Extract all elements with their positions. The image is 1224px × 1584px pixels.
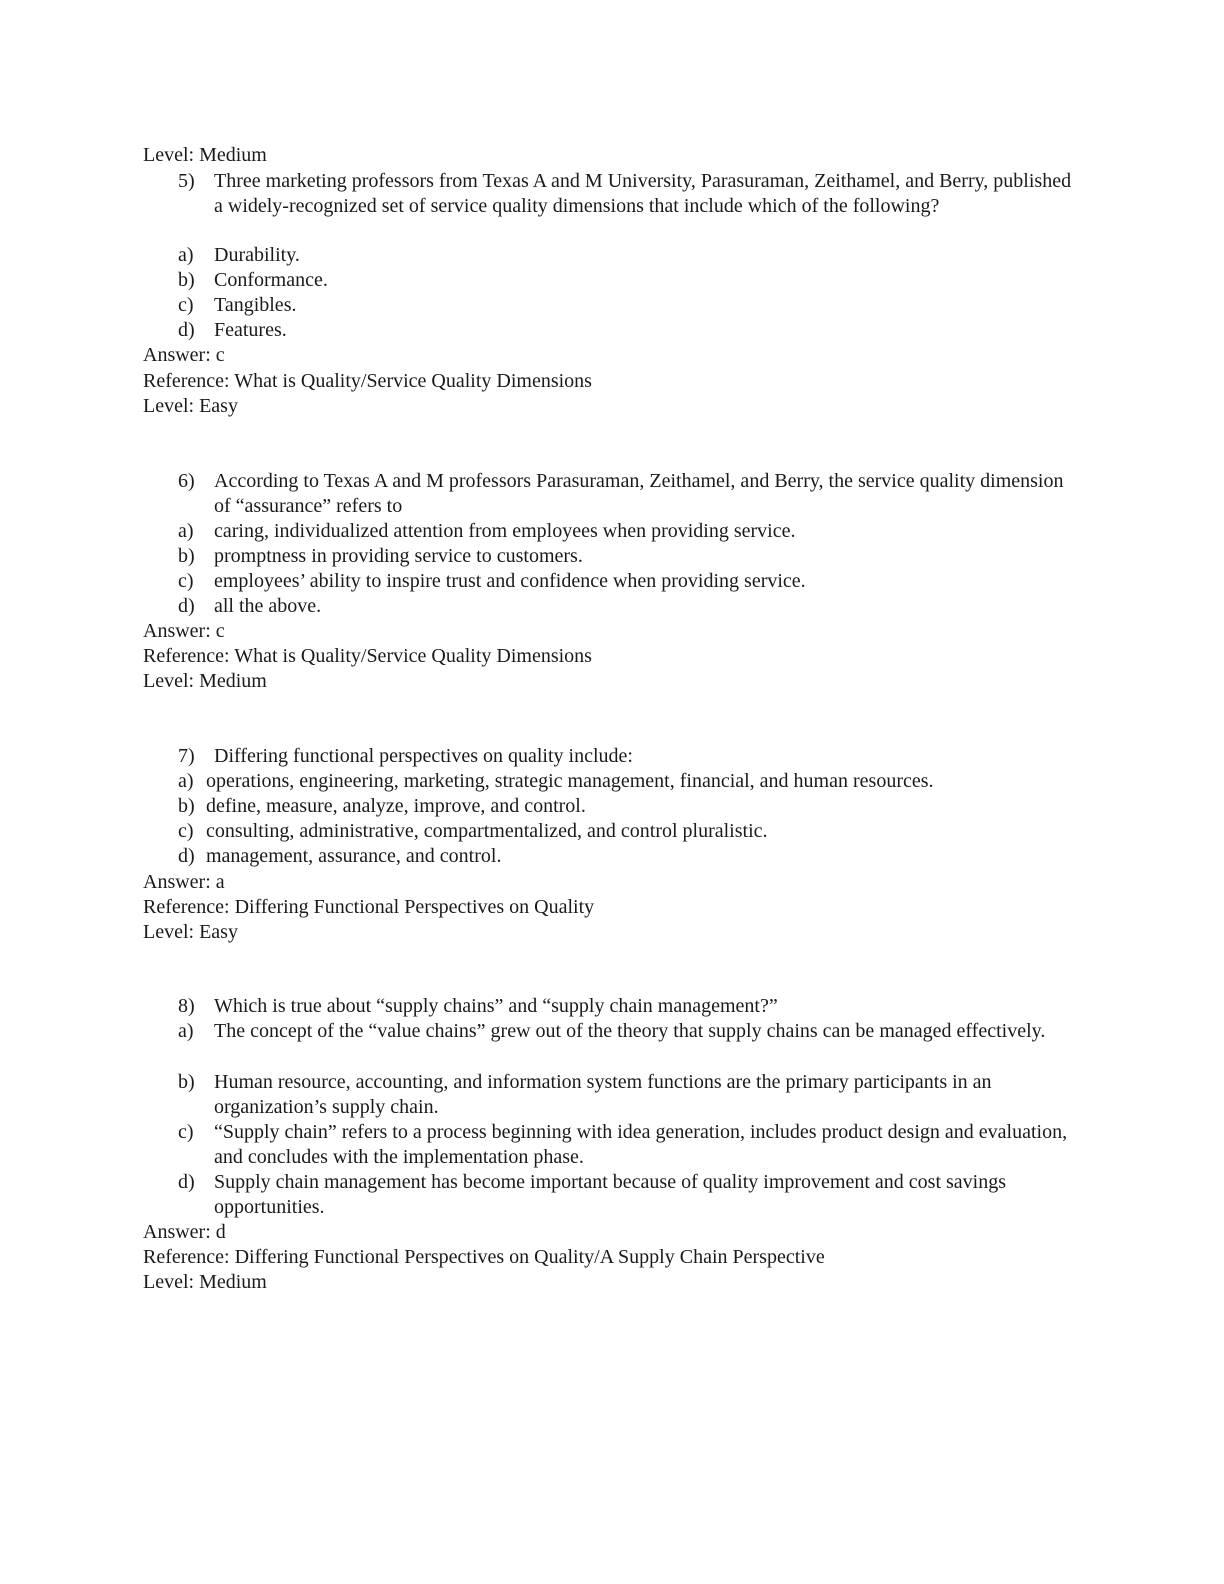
answer-line: Answer: c [143,344,225,366]
question-number: 7) [178,745,195,767]
option-text: define, measure, analyze, improve, and control. [206,795,586,817]
option-letter: b) [178,795,195,817]
answer-line: Answer: d [143,1221,226,1243]
option-letter: b) [178,545,195,567]
option-letter: b) [178,269,195,291]
option-text: consulting, administrative, compartmentalized, and control pluralistic. [206,820,768,842]
question-number: 6) [178,470,195,492]
option-letter: a) [178,244,194,266]
option-text: promptness in providing service to customers. [214,545,583,567]
option-letter: a) [178,1020,194,1042]
question-text: Which is true about “supply chains” and “supply chain management?” [214,995,778,1017]
option-text: all the above. [214,595,322,617]
option-text: Supply chain management has become important because of quality improvement and cost savings opportunities. [214,1171,1007,1218]
option-letter: b) [178,1071,195,1093]
option-text: management, assurance, and control. [206,845,502,867]
option-text: Features. [214,319,287,341]
option-letter: a) [178,770,194,792]
option-text: “Supply chain” refers to a process beginning with idea generation, includes product design and evaluation, and concludes with the implementation phase. [214,1121,1068,1168]
option-text: Human resource, accounting, and information system functions are the primary participants in an organization’s supply chain. [214,1071,992,1118]
option-letter: c) [178,570,194,592]
question-number: 8) [178,995,195,1017]
reference-line: Reference: Differing Functional Perspectives on Quality [143,896,595,918]
level-line: Level: Easy [143,395,238,417]
option-letter: c) [178,1121,194,1143]
reference-line: Reference: Differing Functional Perspectives on Quality/A Supply Chain Perspective [143,1246,825,1268]
option-text: Durability. [214,244,300,266]
question-text: Three marketing professors from Texas A and M University, Parasuraman, Zeithamel, and Berry, published a widely-recognized set of service quality dimensions that include which of the following? [214,170,1072,217]
previous-question-level: Level: Medium [143,144,267,166]
level-line: Level: Easy [143,921,238,943]
question-text: According to Texas A and M professors Parasuraman, Zeithamel, and Berry, the service quality dimension of “assurance” refers to [214,470,1064,517]
option-letter: c) [178,294,194,316]
reference-line: Reference: What is Quality/Service Quality Dimensions [143,645,592,667]
question-number: 5) [178,170,195,192]
option-text: caring, individualized attention from employees when providing service. [214,520,796,542]
answer-line: Answer: c [143,620,225,642]
option-letter: d) [178,845,195,867]
option-text: employees’ ability to inspire trust and confidence when providing service. [214,570,806,592]
option-letter: d) [178,1171,195,1193]
option-letter: d) [178,319,195,341]
option-letter: d) [178,595,195,617]
question-text: Differing functional perspectives on quality include: [214,745,633,767]
level-line: Level: Medium [143,670,267,692]
option-text: Conformance. [214,269,328,291]
option-text: The concept of the “value chains” grew out of the theory that supply chains can be managed effectively. [214,1020,1046,1042]
level-line: Level: Medium [143,1271,267,1293]
answer-line: Answer: a [143,871,225,893]
option-letter: c) [178,820,194,842]
option-text: operations, engineering, marketing, strategic management, financial, and human resources. [206,770,934,792]
reference-line: Reference: What is Quality/Service Quality Dimensions [143,370,592,392]
option-text: Tangibles. [214,294,297,316]
option-letter: a) [178,520,194,542]
